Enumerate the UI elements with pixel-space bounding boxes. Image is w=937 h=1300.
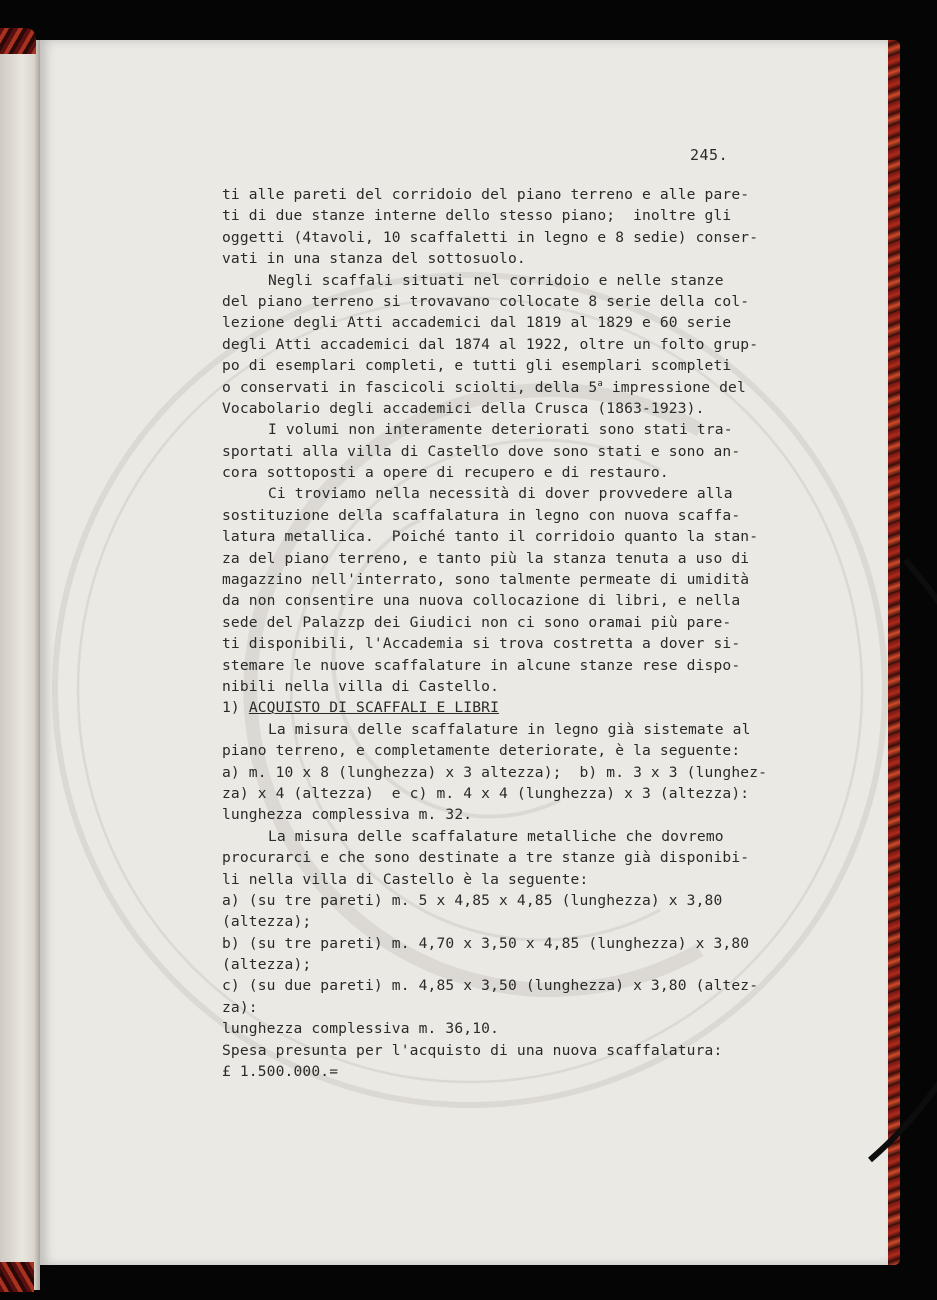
text-line-with-superscript (222, 377, 782, 398)
text-line: Spesa presunta per l'acquisto di una nuova scaffalatura: (222, 1041, 723, 1059)
text-line: da non consentire una nuova collocazione di libri, e nella (222, 592, 741, 610)
body-text (222, 184, 782, 1082)
text-line: a) (su tre pareti) m. 5 x 4,85 x 4,85 (lunghezza) x 3,80 (222, 891, 723, 909)
text-line: sostituzione della scaffalatura in legno con nuova scaffa- (222, 506, 741, 524)
text-line: piano terreno, e completamente deteriorate, è la seguente: (222, 742, 741, 760)
text-line: ti alle pareti del corridoio del piano terreno e alle pare- (222, 186, 750, 203)
text-line: degli Atti accademici dal 1874 al 1922, oltre un folto grup- (222, 335, 759, 353)
text-line: del piano terreno si trovavano collocate 8 serie della col- (222, 292, 750, 310)
text-line: a) m. 10 x 8 (lunghezza) x 3 altezza); b) m. 3 x 3 (lunghez- (222, 763, 768, 781)
paragraph-wooden-shelves (222, 719, 782, 826)
text-line: La misura delle scaffalature metalliche che dovremo (268, 827, 724, 845)
section-number: 1) (222, 699, 249, 717)
text-line: La misura delle scaffalature in legno già sistemate al (268, 720, 751, 738)
text-line: (altezza); (222, 913, 312, 931)
paragraph-necessity (222, 483, 782, 697)
text-line: Negli scaffali situati nel corridoio e nelle stanze (268, 271, 724, 289)
text-line: za): (222, 998, 258, 1016)
text-line: za) x 4 (altezza) e c) m. 4 x 4 (lunghezza) x 3 (altezza): (222, 784, 750, 802)
text-line: latura metallica. Poiché tanto il corridoio quanto la stan- (222, 528, 759, 546)
text-line: lunghezza complessiva m. 32. (222, 806, 473, 824)
text-line: ti di due stanze interne dello stesso piano; inoltre gli (222, 207, 732, 225)
text-line: lezione degli Atti accademici dal 1819 al 1829 e 60 serie (222, 314, 732, 332)
text-line: Vocabolario degli accademici della Crusca (1863-1923). (222, 399, 705, 417)
text-line: ti disponibili, l'Accademia si trova costretta a dover si- (222, 635, 741, 653)
text-line: stemare le nuove scaffalature in alcune stanze rese dispo- (222, 656, 741, 674)
text-line: oggetti (4tavoli, 10 scaffaletti in legno e 8 sedie) conser- (222, 228, 759, 246)
text-line: b) (su tre pareti) m. 4,70 x 3,50 x 4,85 (lunghezza) x 3,80 (222, 934, 750, 952)
text-line: vati in una stanza del sottosuolo. (222, 250, 526, 268)
text-line: sede del Palazzp dei Giudici non ci sono oramai più pare- (222, 613, 732, 631)
facing-page-edge (0, 40, 40, 1290)
text-line: Ci troviamo nella necessità di dover provvedere alla (268, 485, 733, 503)
text-segment: impressione del (602, 378, 746, 396)
superscript: a (597, 378, 603, 389)
binding-corner-bottom (0, 1262, 34, 1292)
paragraph-metal-shelves (222, 826, 782, 1083)
text-line: lunghezza complessiva m. 36,10. (222, 1020, 500, 1038)
text-line: procurarci e che sono destinate a tre stanze già disponibi- (222, 849, 750, 867)
paragraph-volumes (222, 419, 782, 483)
binding-corner-top (0, 28, 36, 54)
text-line: nibili nella villa di Castello. (222, 677, 500, 695)
paragraph-shelves-collection (222, 270, 782, 420)
page-number: 245. (690, 146, 729, 164)
text-line: za del piano terreno, e tanto più la stanza tenuta a uso di (222, 549, 750, 567)
text-line: (altezza); (222, 956, 312, 974)
text-line: li nella villa di Castello è la seguente: (222, 870, 589, 888)
text-line: po di esemplari completi, e tutti gli esemplari scompleti (222, 357, 732, 375)
paragraph-continuation (222, 184, 782, 270)
text-segment: o conservati in fascicoli sciolti, della 5 (222, 378, 598, 396)
section-title: ACQUISTO DI SCAFFALI E LIBRI (248, 699, 500, 717)
section-heading (222, 697, 782, 718)
text-line: magazzino nell'interrato, sono talmente permeate di umidità (222, 571, 750, 589)
text-line: cora sottoposti a opere di recupero e di restauro. (222, 464, 669, 482)
text-line: I volumi non interamente deteriorati sono stati tra- (268, 421, 733, 439)
text-line: c) (su due pareti) m. 4,85 x 3,50 (lunghezza) x 3,80 (altez- (222, 977, 759, 995)
total-cost: £ 1.500.000.= (222, 1063, 339, 1081)
text-line: sportati alla villa di Castello dove sono stati e sono an- (222, 442, 741, 460)
